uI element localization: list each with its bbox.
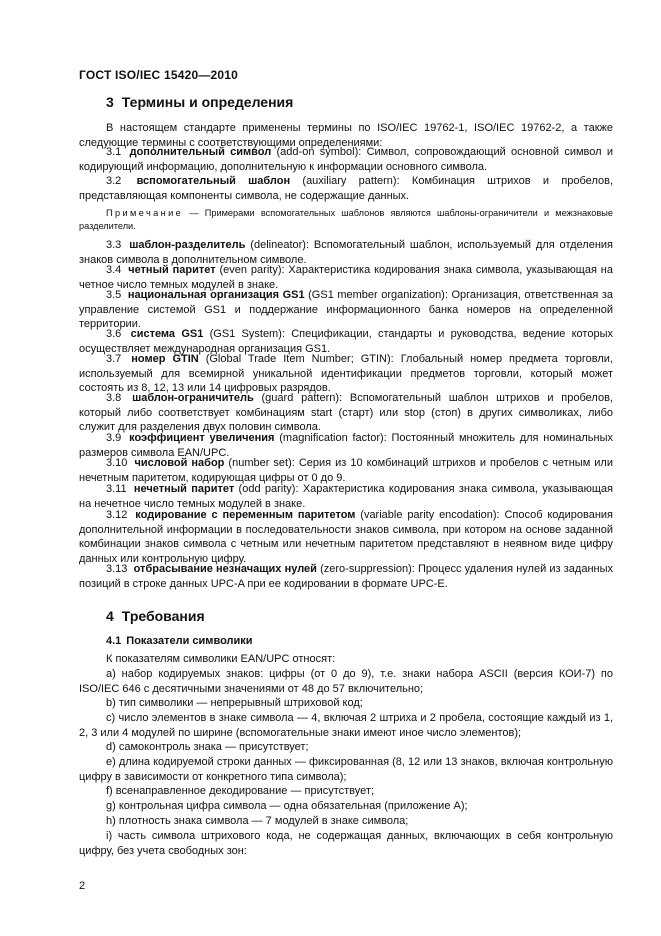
list-item-c: c) число элементов в знаке символа — 4, включая 2 штриха и 2 пробела, состоящие каждый из 1, 2, 3 или 4 модулей по ширине (вспомогательные знаки имеют иное число элементов);: [79, 712, 613, 739]
list-item-i: i) часть символа штрихового кода, не содержащая данных, включающих в себя контрольную цифру, без учета свободных зон:: [79, 830, 613, 857]
section-3-intro: В настоящем стандарте применены термины по ISO/IEC 19762-1, ISO/IEC 19762-2, а также следующие термины с соответствующими определениями:: [79, 122, 613, 149]
term-3-1-name: дополнительный символ: [129, 146, 272, 158]
section-4-title: Требования: [121, 608, 205, 624]
section-4-intro: К показателям символики EAN/UPC относят:: [106, 653, 336, 665]
list-item-e: e) длина кодируемой строки данных — фиксированная (8, 12 или 13 знаков, включая контрольную цифру в зависимости от конкретного типа символа);: [79, 756, 613, 783]
term-3-8-name: шаблон-ограничитель: [132, 392, 254, 404]
note-text: — Примерами вспомогательных шаблонов являются шаблоны-ограничители и межзнаковые разделители.: [79, 208, 613, 232]
note: [79, 207, 613, 233]
term-3-10: 3.10 числовой набор (number set): Серия из 10 комбинаций штрихов и пробелов с четным или нечетным паритетом, кодирующая цифры от 0 до 9.: [79, 457, 613, 484]
term-3-3: 3.3 шаблон-разделитель (delineator): Вспомогательный шаблон, используемый для отделения знаков символа в дополнительном символе.: [79, 239, 613, 266]
term-3-2: 3.2 вспомогательный шаблон (auxiliary pattern): Комбинация штрихов и пробелов, представляющая компоненты символа, не содержащие данных.: [79, 175, 613, 202]
term-3-5: 3.5 национальная организация GS1 (GS1 member organization): Организация, ответственная за управление системой GS1 и поддержание информационного банка номеров на определенной территории.: [79, 289, 614, 331]
term-3-1: 3.1 дополнительный символ (add-on symbol): Символ, сопровождающий основной символ и кодирующий информацию, дополнительную к информации основного символа.: [79, 146, 613, 173]
term-3-12: 3.12 кодирование с переменным паритетом (variable parity encodation): Способ кодирования дополнительной информации в последовательности знаков символа, при котором на основе заданной комбинации знаков символа с четным или нечетным паритетом представляют в неявном виде цифру данных или контрольную цифру.: [79, 509, 613, 566]
subsection-4-1-heading: [106, 635, 253, 647]
term-3-8: 3.8 шаблон-ограничитель (guard pattern): Вспомогательный шаблон штрихов и пробелов, который либо соответствует комбинациям start (старт) или stop (стоп) в других символиках, либо служит для разделения двух половин символа.: [79, 392, 613, 434]
document-header: ГОСТ ISO/IEC 15420—2010: [79, 68, 239, 82]
term-3-10-name: числовой набор: [134, 457, 225, 469]
section-3-number: 3: [106, 94, 114, 110]
subsection-4-1-number: 4.1: [106, 635, 122, 647]
term-3-3-name: шаблон-разделитель: [129, 239, 246, 251]
term-3-4-name: четный паритет: [128, 264, 216, 276]
subsection-4-1-title: Показатели символики: [126, 635, 253, 647]
page-number: 2: [79, 880, 86, 892]
list-item-d: d) самоконтроль знака — присутствует;: [106, 741, 309, 753]
term-3-7-name: номер GTIN: [131, 353, 199, 365]
term-3-7: 3.7 номер GTIN (Global Trade Item Number; GTIN): Глобальный номер предмета торговли, используемый для всемирной уникальной идентификации предметов торговли, который может состоять из 8, 12, 13 или 14 цифровых разрядов.: [79, 353, 613, 395]
list-item-g: g) контрольная цифра символа — одна обязательная (приложение А);: [106, 800, 468, 812]
section-3-heading: [106, 94, 293, 110]
term-3-5-name: национальная организация GS1: [127, 289, 305, 301]
list-item-a: a) набор кодируемых знаков: цифры (от 0 до 9), т.е. знаки набора ASCII (версия КОИ-7) по ISO/IEC 646 с десятичными значениями от 48 до 57 включительно;: [79, 668, 613, 695]
term-3-11-name: нечетный паритет: [133, 483, 235, 495]
term-3-12-name: кодирование с переменным паритетом: [135, 509, 356, 521]
term-3-9: 3.9 коэффициент увеличения (magnification factor): Постоянный множитель для номинальных размеров символа EAN/UPC.: [79, 432, 613, 459]
section-4-heading: [106, 608, 205, 624]
term-3-13: 3.13 отбрасывание незначащих нулей (zero-suppression): Процесс удаления нулей из заданных позиций в строке данных UPC-A при ее кодировании в формате UPC-E.: [79, 563, 613, 590]
term-3-13-name: отбрасывание незначащих нулей: [133, 563, 317, 575]
term-3-2-name: вспомогательный шаблон: [136, 175, 291, 187]
note-label: Примечание: [106, 208, 184, 218]
section-4-number: 4: [106, 608, 114, 624]
section-3-title: Термины и определения: [121, 94, 294, 110]
term-3-6: 3.6 система GS1 (GS1 System): Спецификации, стандарты и руководства, ведение которых осуществляет международная организация GS1.: [79, 328, 613, 355]
term-3-6-name: система GS1: [130, 328, 204, 340]
term-3-4: 3.4 четный паритет (even parity): Характеристика кодирования знака символа, указывающая на четное число темных модулей в знаке.: [79, 264, 613, 291]
list-item-f: f) всенаправленное декодирование — присутствует;: [106, 785, 374, 797]
term-3-9-name: коэффициент увеличения: [129, 432, 275, 444]
list-item-h: h) плотность знака символа — 7 модулей в знаке символа;: [106, 815, 409, 827]
term-3-11: 3.11 нечетный паритет (odd parity): Характеристика кодирования знака символа, указывающая на нечетное число темных модулей в знаке.: [79, 483, 613, 510]
list-item-b: b) тип символики — непрерывный штриховой код;: [106, 697, 363, 709]
